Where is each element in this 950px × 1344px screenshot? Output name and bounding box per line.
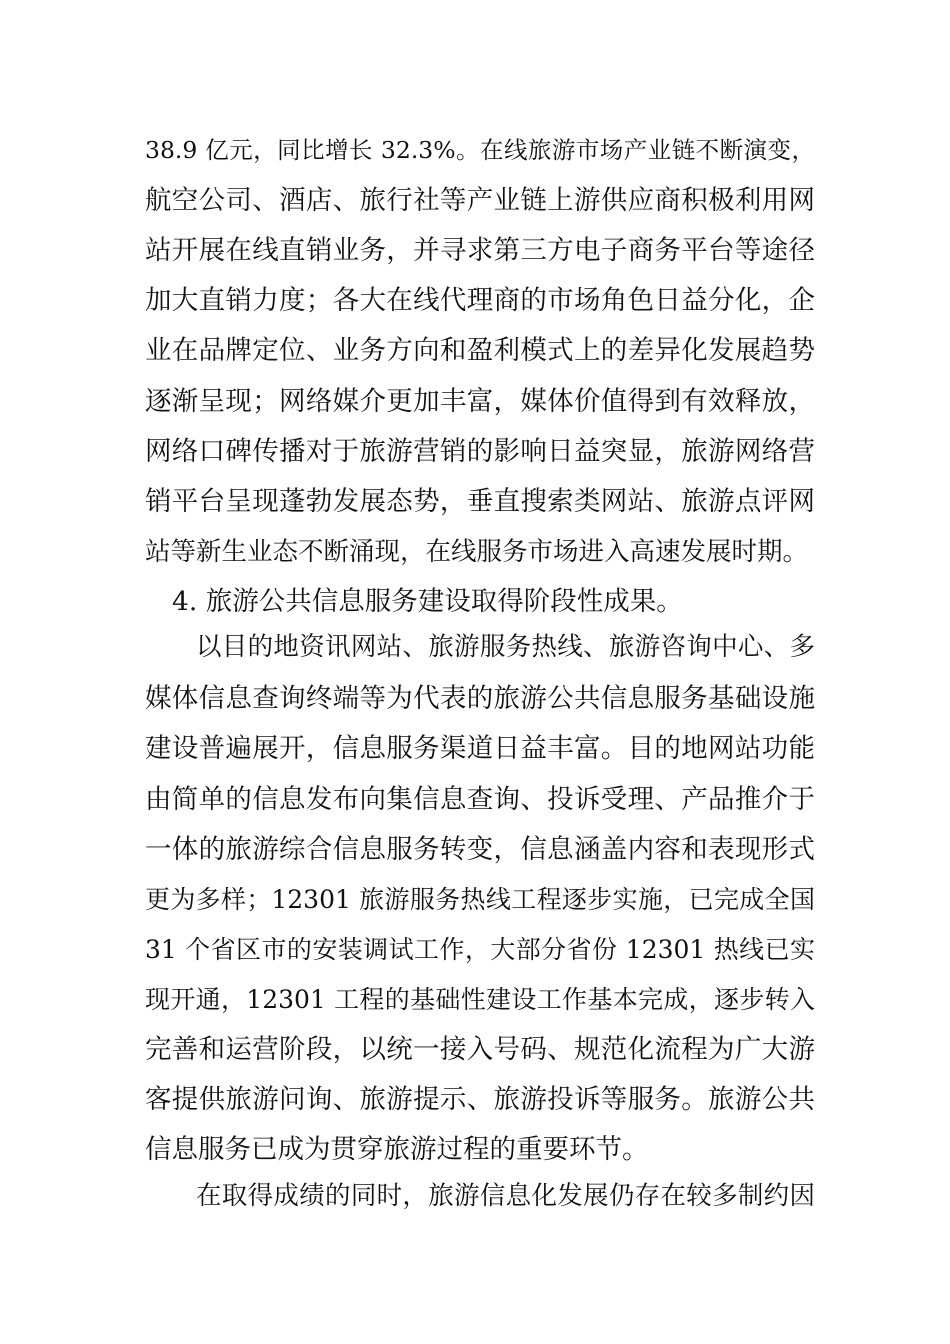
text-line-11: 以目的地资讯网站、旅游服务热线、旅游咨询中心、多 (196, 632, 815, 662)
text-line-3: 站开展在线直销业务，并寻求第三方电子商务平台等途径 (145, 235, 815, 266)
text-line-15: 一体的旅游综合信息服务转变，信息涵盖内容和表现形式 (145, 834, 815, 865)
text-line-8: 销平台呈现蓬勃发展态势，垂直搜索类网站、旅游点评网 (145, 486, 815, 517)
text-line-21: 信息服务已成为贯穿旅游过程的重要环节。 (145, 1134, 649, 1165)
text-line-5: 业在品牌定位、业务方向和盈利模式上的差异化发展趋势 (145, 335, 815, 366)
text-line-6: 逐渐呈现；网络媒介更加丰富，媒体价值得到有效释放， (145, 386, 815, 417)
text-line-1: 38.9 亿元，同比增长 32.3%。在线旅游市场产业链不断演变， (145, 136, 815, 164)
text-line-2: 航空公司、酒店、旅行社等产业链上游供应商积极利用网 (145, 185, 815, 216)
text-line-12: 媒体信息查询终端等为代表的旅游公共信息服务基础设施 (145, 683, 815, 714)
text-line-18: 现开通，12301 工程的基础性建设工作基本完成，逐步转入 (145, 985, 815, 1014)
text-line-14: 由简单的信息发布向集信息查询、投诉受理、产品推介于 (145, 784, 815, 815)
text-line-4: 加大直销力度；各大在线代理商的市场角色日益分化，企 (145, 285, 815, 316)
text-line-13: 建设普遍展开，信息服务渠道日益丰富。目的地网站功能 (145, 733, 815, 764)
text-line-17: 31 个省区市的安装调试工作，大部分省份 12301 热线已实 (145, 935, 815, 964)
text-line-9: 站等新生业态不断涌现，在线服务市场进入高速发展时期。 (145, 537, 809, 567)
section-heading: 4. 旅游公共信息服务建设取得阶段性成果。 (172, 586, 683, 617)
text-line-22: 在取得成绩的同时，旅游信息化发展仍存在较多制约因 (196, 1181, 815, 1211)
text-line-19: 完善和运营阶段，以统一接入号码、规范化流程为广大游 (145, 1034, 815, 1065)
text-line-7: 网络口碑传播对于旅游营销的影响日益突显，旅游网络营 (145, 436, 815, 467)
text-line-16: 更为多样；12301 旅游服务热线工程逐步实施，已完成全国 (145, 885, 815, 914)
text-line-20: 客提供旅游问询、旅游提示、旅游投诉等服务。旅游公共 (145, 1084, 815, 1115)
